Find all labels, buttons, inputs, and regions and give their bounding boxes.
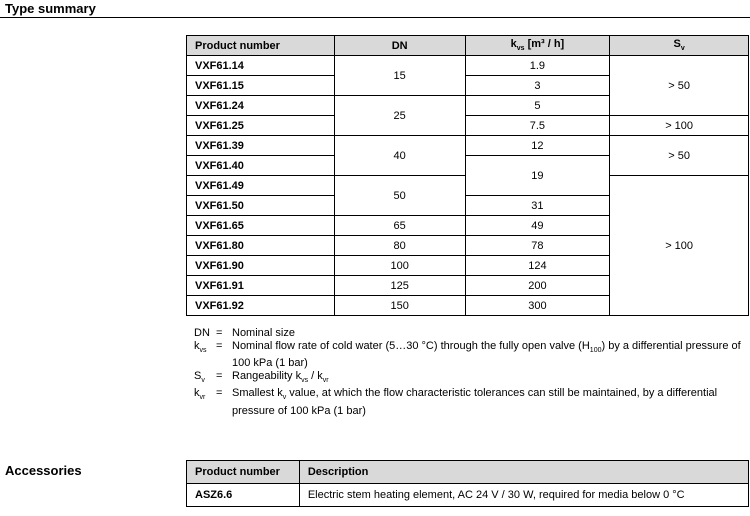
product-number: VXF61.50 <box>187 196 335 216</box>
kvs-value: 124 <box>465 256 610 276</box>
product-number: VXF61.15 <box>187 76 335 96</box>
dn-value: 40 <box>334 136 465 176</box>
dn-value: 65 <box>334 216 465 236</box>
product-number: VXF61.91 <box>187 276 335 296</box>
legend-item: DN = Nominal size <box>194 327 295 339</box>
kvs-value: 1.9 <box>465 56 610 76</box>
product-number: VXF61.65 <box>187 216 335 236</box>
header-product-number: Product number <box>187 36 335 56</box>
product-number: VXF61.92 <box>187 296 335 316</box>
product-number: ASZ6.6 <box>187 484 300 507</box>
kvs-value: 3 <box>465 76 610 96</box>
sv-value: > 50 <box>610 56 749 116</box>
sv-value: > 100 <box>610 176 749 316</box>
section-title-type-summary: Type summary <box>5 1 96 16</box>
product-number: VXF61.49 <box>187 176 335 196</box>
header-dn: DN <box>334 36 465 56</box>
header-sv: $S_v$ <box>610 36 749 56</box>
product-number: VXF61.90 <box>187 256 335 276</box>
section-rule <box>0 17 750 18</box>
header-product-number: Product number <box>187 461 300 484</box>
legend-item: $S_v$ = Rangeability $k_{vs} / k_{vr}$ <box>194 369 329 384</box>
sv-value: > 50 <box>610 136 749 176</box>
dn-value: 150 <box>334 296 465 316</box>
legend-item: $k_{vs}$ = Nominal flow rate of cold water (5…30 °C) through the fully open valve $(H_{100})$ by a differential pressure of 100 kPa (1 bar) <box>194 339 741 370</box>
kvs-value: 5 <box>465 96 610 116</box>
kvs-value: 300 <box>465 296 610 316</box>
product-number: VXF61.25 <box>187 116 335 136</box>
product-number: VXF61.14 <box>187 56 335 76</box>
legend <box>194 327 750 418</box>
product-number: VXF61.39 <box>187 136 335 156</box>
description: Electric stem heating element, AC 24 V / 30 W, required for media below 0 °C <box>299 484 748 507</box>
kvs-value: 49 <box>465 216 610 236</box>
dn-value: 15 <box>334 56 465 96</box>
dn-value: 125 <box>334 276 465 296</box>
product-number: VXF61.24 <box>187 96 335 116</box>
legend-item: $k_{vr}$ = Smallest $k_v$ value, at which the flow characteristic tolerances can still be maintained, by a differential pressure of 100 kPa (1 bar) <box>194 387 718 418</box>
header-kvs: $k_{vs}$ [m³ / h] <box>465 36 610 56</box>
kvs-value: 12 <box>465 136 610 156</box>
header-description: Description <box>299 461 748 484</box>
kvs-value: 31 <box>465 196 610 216</box>
dn-value: 50 <box>334 176 465 216</box>
type-summary-table <box>186 35 749 316</box>
section-title-accessories: Accessories <box>5 463 82 478</box>
kvs-value: 7.5 <box>465 116 610 136</box>
kvs-value: 200 <box>465 276 610 296</box>
sv-value: > 100 <box>610 116 749 136</box>
kvs-value: 78 <box>465 236 610 256</box>
accessories-table <box>186 460 749 507</box>
dn-value: 80 <box>334 236 465 256</box>
product-number: VXF61.40 <box>187 156 335 176</box>
kvs-value: 19 <box>465 156 610 196</box>
product-number: VXF61.80 <box>187 236 335 256</box>
dn-value: 100 <box>334 256 465 276</box>
dn-value: 25 <box>334 96 465 136</box>
